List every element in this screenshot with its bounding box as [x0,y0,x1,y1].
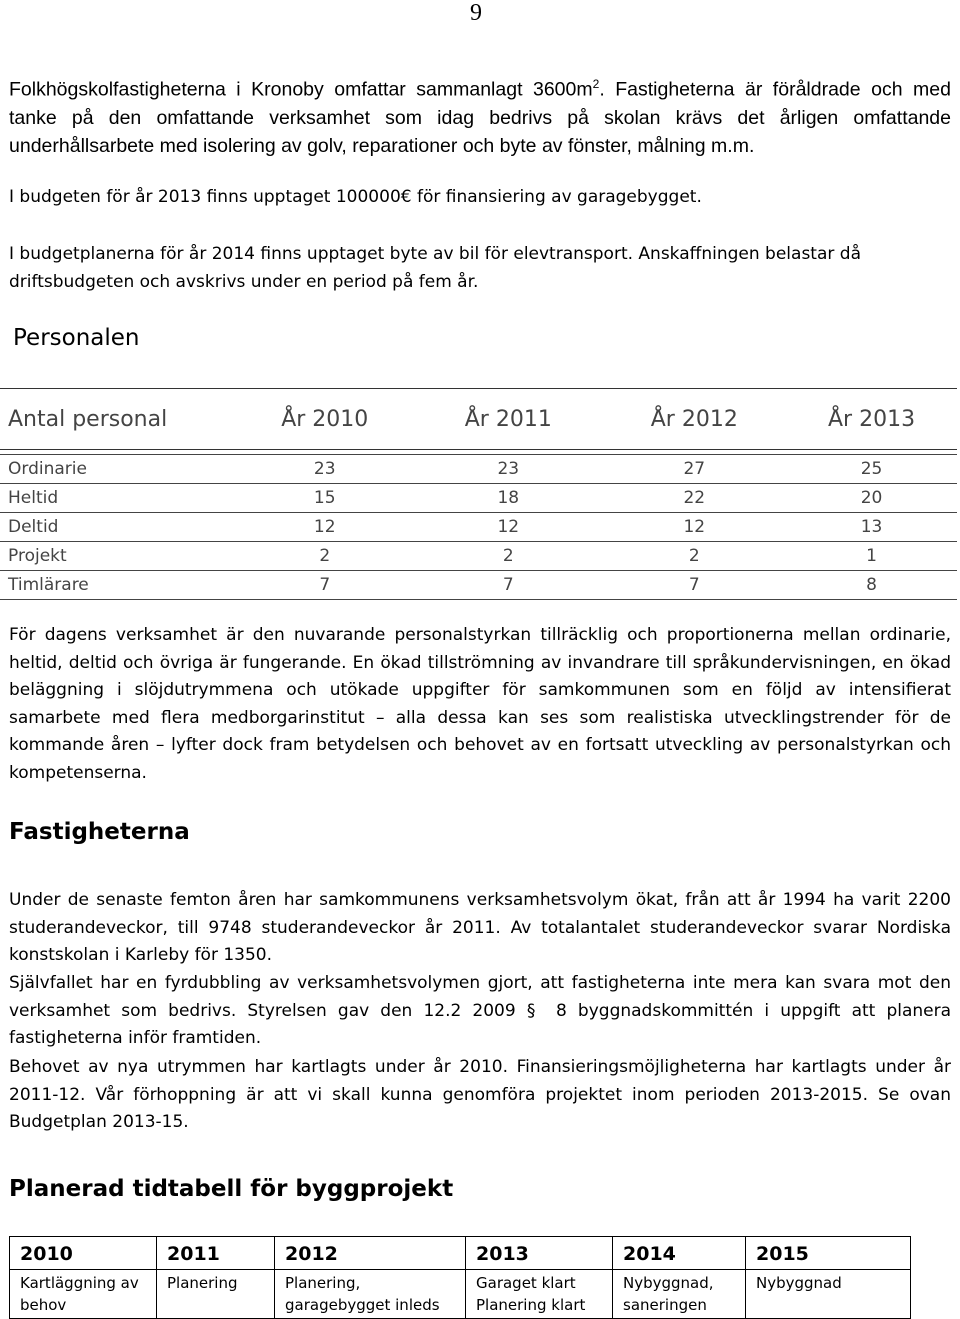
personnel-paragraph: För dagens verksamhet är den nuvarande personalstyrkan tillräcklig och proportionerna mellan ordinarie, heltid, deltid och övriga är fungerande. En ökad tillströmning av invandrare till språkundervisningen, en ökad beläggning i slöjdutrymmena och utökade uppgifter för samkommunen som en följd av intensifierat samarbete med flera medborgarinstitut – alla dessa kan ses som realistiska utvecklingstrender för de kommande åren – lyfter dock fram betydelsen och behovet av en fortsatt utveckling av personalstyrkan och kompetenserna. [9,625,951,783]
table-cell: 7 [414,571,602,600]
table-header-cell: År 2011 [414,389,602,450]
table-cell: 23 [235,455,414,484]
schedule-activity-cell [466,1270,613,1319]
table-cell: Ordinarie [0,455,235,484]
budget-2014-paragraph: I budgetplanerna för år 2014 finns upptaget byte av bil för elevtransport. Anskaffningen belastar då driftsbudgeten och avskrivs under en period på fem år. [9,244,861,292]
personnel-table [0,388,957,600]
schedule-row [10,1270,911,1319]
table-header-row [0,389,957,450]
table-cell: Timlärare [0,571,235,600]
fastigheterna-paragraph-2-start: Självfallet har en fyrdubbling av verksamhetsvolymen gjort, att fastigheterna inte mera kan svara mot den verksamhet som bedrivs. Styrelsen gav den 12.2 2009 [9,973,951,1021]
table-cell: 2 [235,542,414,571]
schedule-activity-line: Nybyggnad, [623,1274,714,1292]
schedule-activity-line: Nybyggnad [756,1274,842,1292]
table-cell: 1 [786,542,957,571]
table-cell: Heltid [0,484,235,513]
table-cell: 15 [235,484,414,513]
table-cell: 25 [786,455,957,484]
schedule-year-cell: 2013 [466,1237,613,1270]
table-cell: 13 [786,513,957,542]
fastigheterna-paragraph-1: Under de senaste femton åren har samkommunens verksamhetsvolym ökat, från att år 1994 ha varit 2200 studerandeveckor, till 9748 studerandeveckor år 2011. Av totalantalet studerandeveckor svarar Nordiska konstskolan i Karleby för 1350. [9,890,951,965]
table-cell: Projekt [0,542,235,571]
section-symbol: § [526,1000,536,1021]
schedule-activity-line: behov [20,1296,67,1314]
table-cell: 12 [235,513,414,542]
table-header-cell: År 2010 [235,389,414,450]
schedule-table [9,1236,911,1319]
schedule-activity-line: saneringen [623,1296,707,1314]
schedule-activity-cell [746,1270,911,1319]
fastigheterna-paragraph-2-end: 8 byggnadskommittén i uppgift att planera fastigheterna inför framtiden. [9,1000,952,1048]
schedule-year-cell: 2011 [157,1237,275,1270]
schedule-year-cell: 2010 [10,1237,157,1270]
table-cell: 18 [414,484,602,513]
schedule-activity-line: Planering, [285,1274,361,1292]
table-row [0,484,957,513]
schedule-activity-line: Garaget klart [476,1274,576,1292]
schedule-activity-cell [10,1270,157,1319]
table-cell: 7 [235,571,414,600]
intro-text-start: Folkhögskolfastigheterna i Kronoby omfattar sammanlagt 3600m [9,78,593,101]
table-cell: 2 [603,542,787,571]
intro-text-end: . Fastigheterna är föråldrade och med tanke på den omfattande verksamhet som idag bedrivs på skolan krävs det årligen omfattande underhållsarbete med isolering av golv, reparationer och byte av fönster, målning m.m. [9,78,951,157]
schedule-year-cell: 2014 [613,1237,746,1270]
table-cell: 12 [603,513,787,542]
intro-superscript: 2 [592,77,600,91]
table-row [0,571,957,600]
table-header-cell: År 2013 [786,389,957,450]
table-cell: 27 [603,455,787,484]
table-header-cell: Antal personal [0,389,235,450]
page-number: 9 [470,0,482,26]
schedule-activity-line: garagebygget inleds [285,1296,440,1314]
schedule-activity-line: Kartläggning av [20,1274,139,1292]
schedule-activity-cell [157,1270,275,1319]
schedule-year-cell: 2015 [746,1237,911,1270]
schedule-year-cell: 2012 [275,1237,466,1270]
table-cell: 22 [603,484,787,513]
table-cell: 12 [414,513,602,542]
table-row [0,542,957,571]
schedule-header-row [10,1237,911,1270]
table-row [0,513,957,542]
schedule-activity-line: Planering [167,1274,238,1292]
section-heading-tidtabell: Planerad tidtabell för byggprojekt [9,1176,454,1202]
table-cell: 8 [786,571,957,600]
table-row [0,455,957,484]
table-cell: Deltid [0,513,235,542]
fastigheterna-paragraph-3: Behovet av nya utrymmen har kartlagts under år 2010. Finansieringsmöjligheterna har kartlagts under år 2011-12. Vår förhoppning är att vi skall kunna genomföra projektet inom perioden 2013-2015. Se ovan Budgetplan 2013-15. [9,1057,951,1132]
budget-2013-paragraph: I budgeten för år 2013 finns upptaget 100000€ för finansiering av garagebygget. [9,187,702,207]
schedule-activity-line: Planering klart [476,1296,586,1314]
table-cell: 2 [414,542,602,571]
table-cell: 20 [786,484,957,513]
table-cell: 7 [603,571,787,600]
section-heading-personalen: Personalen [13,325,140,351]
table-header-cell: År 2012 [603,389,787,450]
intro-paragraph [9,70,951,160]
schedule-activity-cell [275,1270,466,1319]
section-heading-fastigheterna: Fastigheterna [9,819,190,845]
fastigheterna-paragraph-2 [9,970,951,1053]
schedule-activity-cell [613,1270,746,1319]
table-cell: 23 [414,455,602,484]
